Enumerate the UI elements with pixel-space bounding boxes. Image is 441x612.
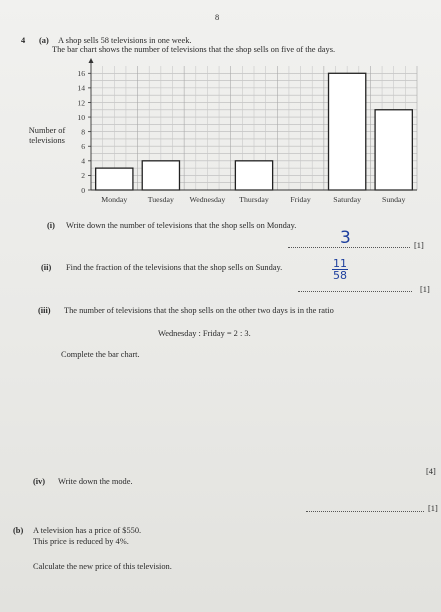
part-iii-instruction: Complete the bar chart. <box>61 350 140 359</box>
part-ii-answer-numerator: 11 <box>333 257 347 270</box>
part-iv-label: (iv) <box>33 477 46 486</box>
xtick-label-monday: Monday <box>101 195 128 204</box>
ytick-label: 16 <box>77 69 85 79</box>
ytick-label: 10 <box>77 112 85 122</box>
part-ii-text: Find the fraction of the televisions that the shop sells on Sunday. <box>66 263 283 272</box>
chart-ylabel-line-1: Number of <box>28 126 66 135</box>
xtick-label-wednesday: Wednesday <box>189 195 226 204</box>
ytick-label: 2 <box>81 171 85 181</box>
part-iv-answer-line <box>306 511 424 512</box>
part-i-marks: [1] <box>414 241 424 250</box>
ytick-label: 0 <box>81 185 85 195</box>
bar-tuesday <box>142 161 179 190</box>
xtick-label-thursday: Thursday <box>239 195 269 204</box>
chart-xlabels <box>101 195 405 204</box>
part-ii-label: (ii) <box>41 263 52 272</box>
xtick-label-friday: Friday <box>290 195 311 204</box>
bar-thursday <box>235 161 272 190</box>
xtick-label-sunday: Sunday <box>382 195 406 204</box>
part-a-label: (a) <box>39 36 49 45</box>
xtick-label-saturday: Saturday <box>333 195 362 204</box>
ytick-label: 6 <box>81 142 85 152</box>
part-i-answer: 3 <box>340 228 351 248</box>
ytick-label: 8 <box>81 127 85 137</box>
part-b-label: (b) <box>13 526 24 535</box>
chart-ylabel-line-2: televisions <box>29 136 65 145</box>
chart-yticks <box>77 69 91 195</box>
part-b-text-1: A television has a price of $550. <box>33 526 142 535</box>
part-ii-answer <box>330 258 350 281</box>
part-ii-marks: [1] <box>420 285 430 294</box>
part-iii-text: The number of televisions that the shop sells on the other two days is in the ratio <box>64 306 334 315</box>
bar-chart <box>0 0 441 212</box>
ytick-label: 14 <box>77 83 85 93</box>
part-b-text-2: This price is reduced by 4%. <box>33 537 129 546</box>
part-i-label: (i) <box>47 221 55 230</box>
part-b-text-3: Calculate the new price of this television. <box>33 562 172 571</box>
part-iii-ratio: Wednesday : Friday = 2 : 3. <box>158 329 251 338</box>
page-number: 8 <box>215 13 220 22</box>
intro-line-2: The bar chart shows the number of televisions that the shop sells on five of the days. <box>52 45 336 54</box>
part-ii-answer-denominator: 58 <box>333 269 347 282</box>
intro-line-1: A shop sells 58 televisions in one week. <box>58 36 192 45</box>
part-iii-label: (iii) <box>38 306 51 315</box>
part-iv-text: Write down the mode. <box>58 477 133 486</box>
y-axis-arrow <box>89 58 94 63</box>
part-i-text: Write down the number of televisions that the shop sells on Monday. <box>66 221 297 230</box>
question-number: 4 <box>21 36 26 45</box>
ytick-label: 4 <box>81 156 85 166</box>
ytick-label: 12 <box>77 98 85 108</box>
part-ii-answer-line <box>298 291 412 292</box>
bar-saturday <box>329 73 366 190</box>
bar-monday <box>96 168 133 190</box>
part-iii-marks: [4] <box>426 467 436 476</box>
xtick-label-tuesday: Tuesday <box>147 195 174 204</box>
bar-sunday <box>375 110 412 190</box>
part-iv-marks: [1] <box>428 504 438 513</box>
